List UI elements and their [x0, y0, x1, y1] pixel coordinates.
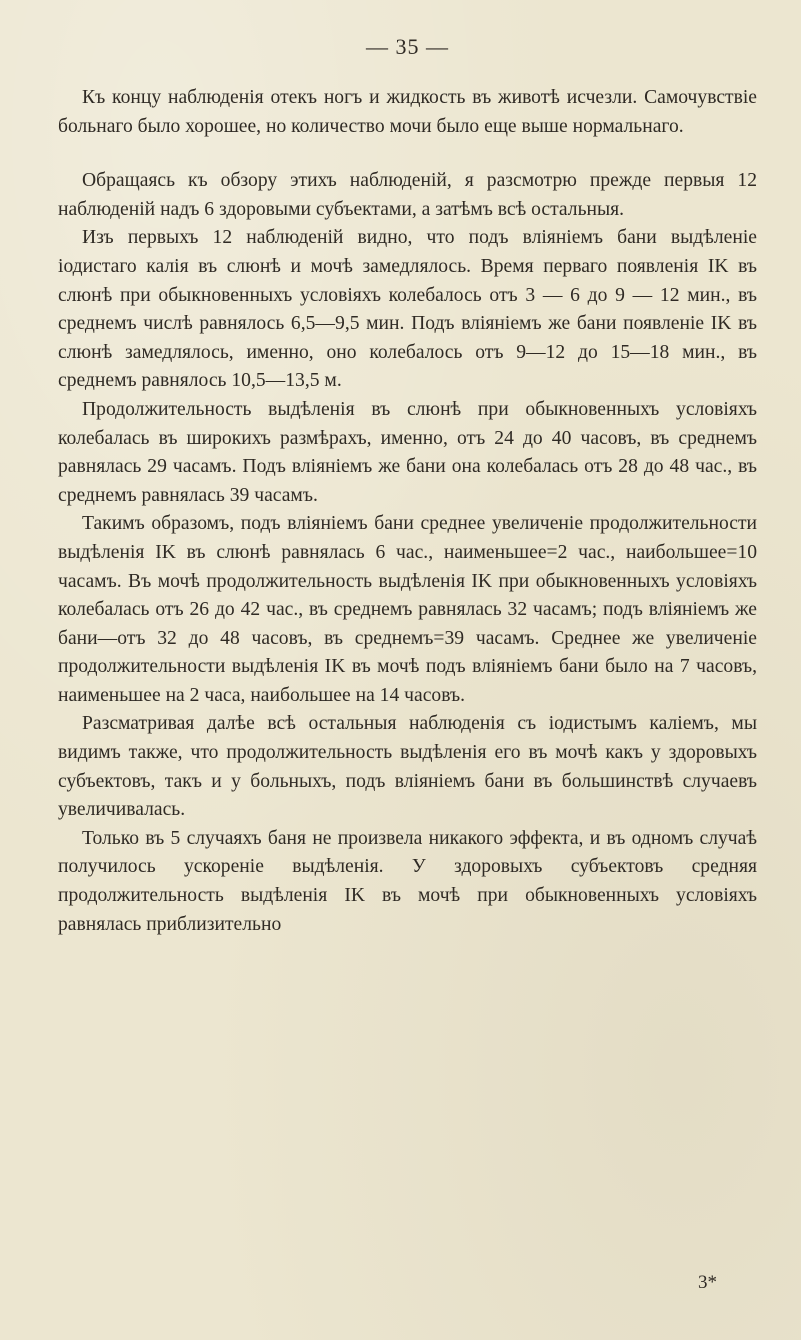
paragraph-1: Къ концу наблюденія отекъ ногъ и жидкость въ животѣ исчезли. Самочувствіе больнаго было хорошее, но количество мочи было еще выше нормальнаго. — [58, 87, 757, 137]
paragraph-6: Разсматривая далѣе всѣ остальныя наблюденія съ іодистымъ каліемъ, мы видимъ также, что продолжительность выдѣленія его въ мочѣ какъ у здоровыхъ субъектовъ, такъ и у больныхъ, подъ вліяніемъ бани въ большинствѣ случаевъ увеличивалась. — [58, 713, 757, 821]
body-text — [58, 84, 757, 939]
paragraph-3: Изъ первыхъ 12 наблюденій видно, что подъ вліяніемъ бани выдѣленіе іодистаго калія въ слюнѣ и мочѣ замедлялось. Время перваго появленія IK въ слюнѣ при обыкновенныхъ условіяхъ колебалось отъ 3 — 6 до 9 — 12 мин., въ среднемъ числѣ равнялось 6,5—9,5 мин. Подъ вліяніемъ же бани появленіе IK въ слюнѣ замедлялось, именно, оно колебалось отъ 9—12 до 15—18 мин., въ среднемъ равнялось 10,5—13,5 м. — [58, 227, 757, 392]
page-number: — 35 — — [366, 34, 449, 59]
paragraph-2: Обращаясь къ обзору этихъ наблюденій, я разсмотрю прежде первыя 12 наблюденій надъ 6 здоровыми субъектами, а затѣмъ всѣ остальныя. — [58, 170, 757, 220]
paragraph-5: Такимъ образомъ, подъ вліяніемъ бани среднее увеличеніе продолжительности выдѣленія IK въ слюнѣ равнялась 6 час., наименьшее=2 час., наибольшее=10 часамъ. Въ мочѣ продолжительность выдѣленія IK при обыкновенныхъ условіяхъ колебалась отъ 26 до 42 час., въ среднемъ равнялась 32 часамъ; подъ вліяніемъ же бани—отъ 32 до 48 часовъ, въ среднемъ=39 часамъ. Среднее же увеличеніе продолжительности выдѣленія IK въ мочѣ подъ вліяніемъ бани было на 7 часовъ, наименьшее на 2 часа, наибольшее на 14 часовъ. — [58, 513, 757, 706]
signature-mark: 3* — [698, 1272, 717, 1293]
paragraph-4: Продолжительность выдѣленія въ слюнѣ при обыкновенныхъ условіяхъ колебалась въ широкихъ размѣрахъ, именно, отъ 24 до 40 часовъ, въ среднемъ равнялась 29 часамъ. Подъ вліяніемъ же бани она колебалась отъ 28 до 48 час., въ среднемъ равнялась 39 часамъ. — [58, 398, 757, 506]
paragraph-7: Только въ 5 случаяхъ баня не произвела никакого эффекта, и въ одномъ случаѣ получилось ускореніе выдѣленія. У здоровыхъ субъектовъ средняя продолжительность выдѣленія IK въ мочѣ при обыкновенныхъ условіяхъ равнялась приблизительно — [58, 827, 757, 935]
